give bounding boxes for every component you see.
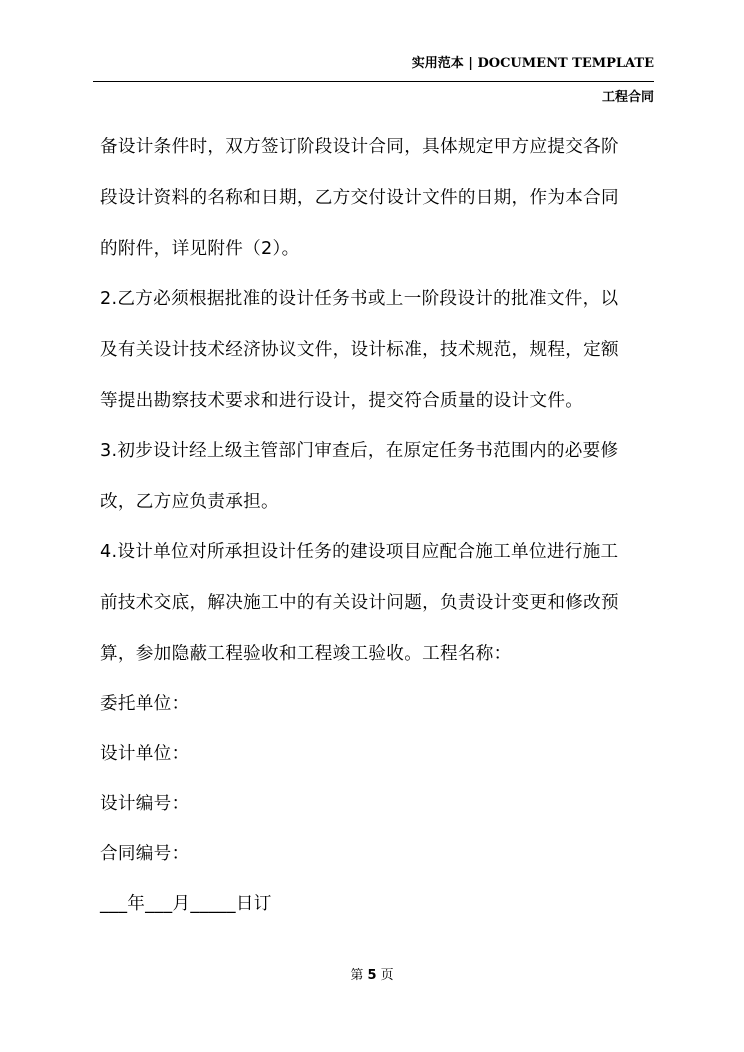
document-body — [100, 135, 660, 916]
body-line: 2.乙方必须根据批准的设计任务书或上一阶段设计的批准文件，以 — [100, 289, 619, 309]
page-prefix: 第 — [350, 968, 364, 983]
body-line: 改，乙方应负责承担。 — [100, 492, 279, 512]
body-line-client: 委托单位： — [100, 694, 190, 714]
body-line: 3.初步设计经上级主管部门审查后，在原定任务书范围内的必要修 — [100, 441, 619, 461]
body-line-designer: 设计单位： — [100, 744, 190, 764]
body-line-date: ___年___月_____日订 — [100, 894, 272, 914]
body-line: 算，参加隐蔽工程验收和工程竣工验收。工程名称： — [100, 644, 512, 664]
body-line: 及有关设计技术经济协议文件，设计标准，技术规范，规程，定额 — [100, 340, 619, 360]
header-divider — [93, 81, 654, 82]
header-subtitle: 工程合同 — [601, 90, 654, 105]
body-line-contract-number: 合同编号： — [100, 844, 190, 864]
body-line: 的附件，详见附件（2）。 — [100, 239, 300, 259]
body-line: 段设计资料的名称和日期，乙方交付设计文件的日期，作为本合同 — [100, 188, 619, 208]
body-line: 备设计条件时，双方签订阶段设计合同，具体规定甲方应提交各阶 — [100, 137, 619, 157]
page-footer — [0, 964, 744, 983]
body-line: 等提出勘察技术要求和进行设计，提交符合质量的设计文件。 — [100, 391, 584, 411]
body-line-design-number: 设计编号： — [100, 794, 190, 814]
body-line: 4.设计单位对所承担设计任务的建设项目应配合施工单位进行施工 — [100, 542, 619, 562]
page-suffix: 页 — [380, 968, 394, 983]
page-number: 5 — [367, 968, 377, 983]
header-title: 实用范本 | DOCUMENT TEMPLATE — [411, 56, 654, 71]
body-line: 前技术交底，解决施工中的有关设计问题，负责设计变更和修改预 — [100, 593, 619, 613]
